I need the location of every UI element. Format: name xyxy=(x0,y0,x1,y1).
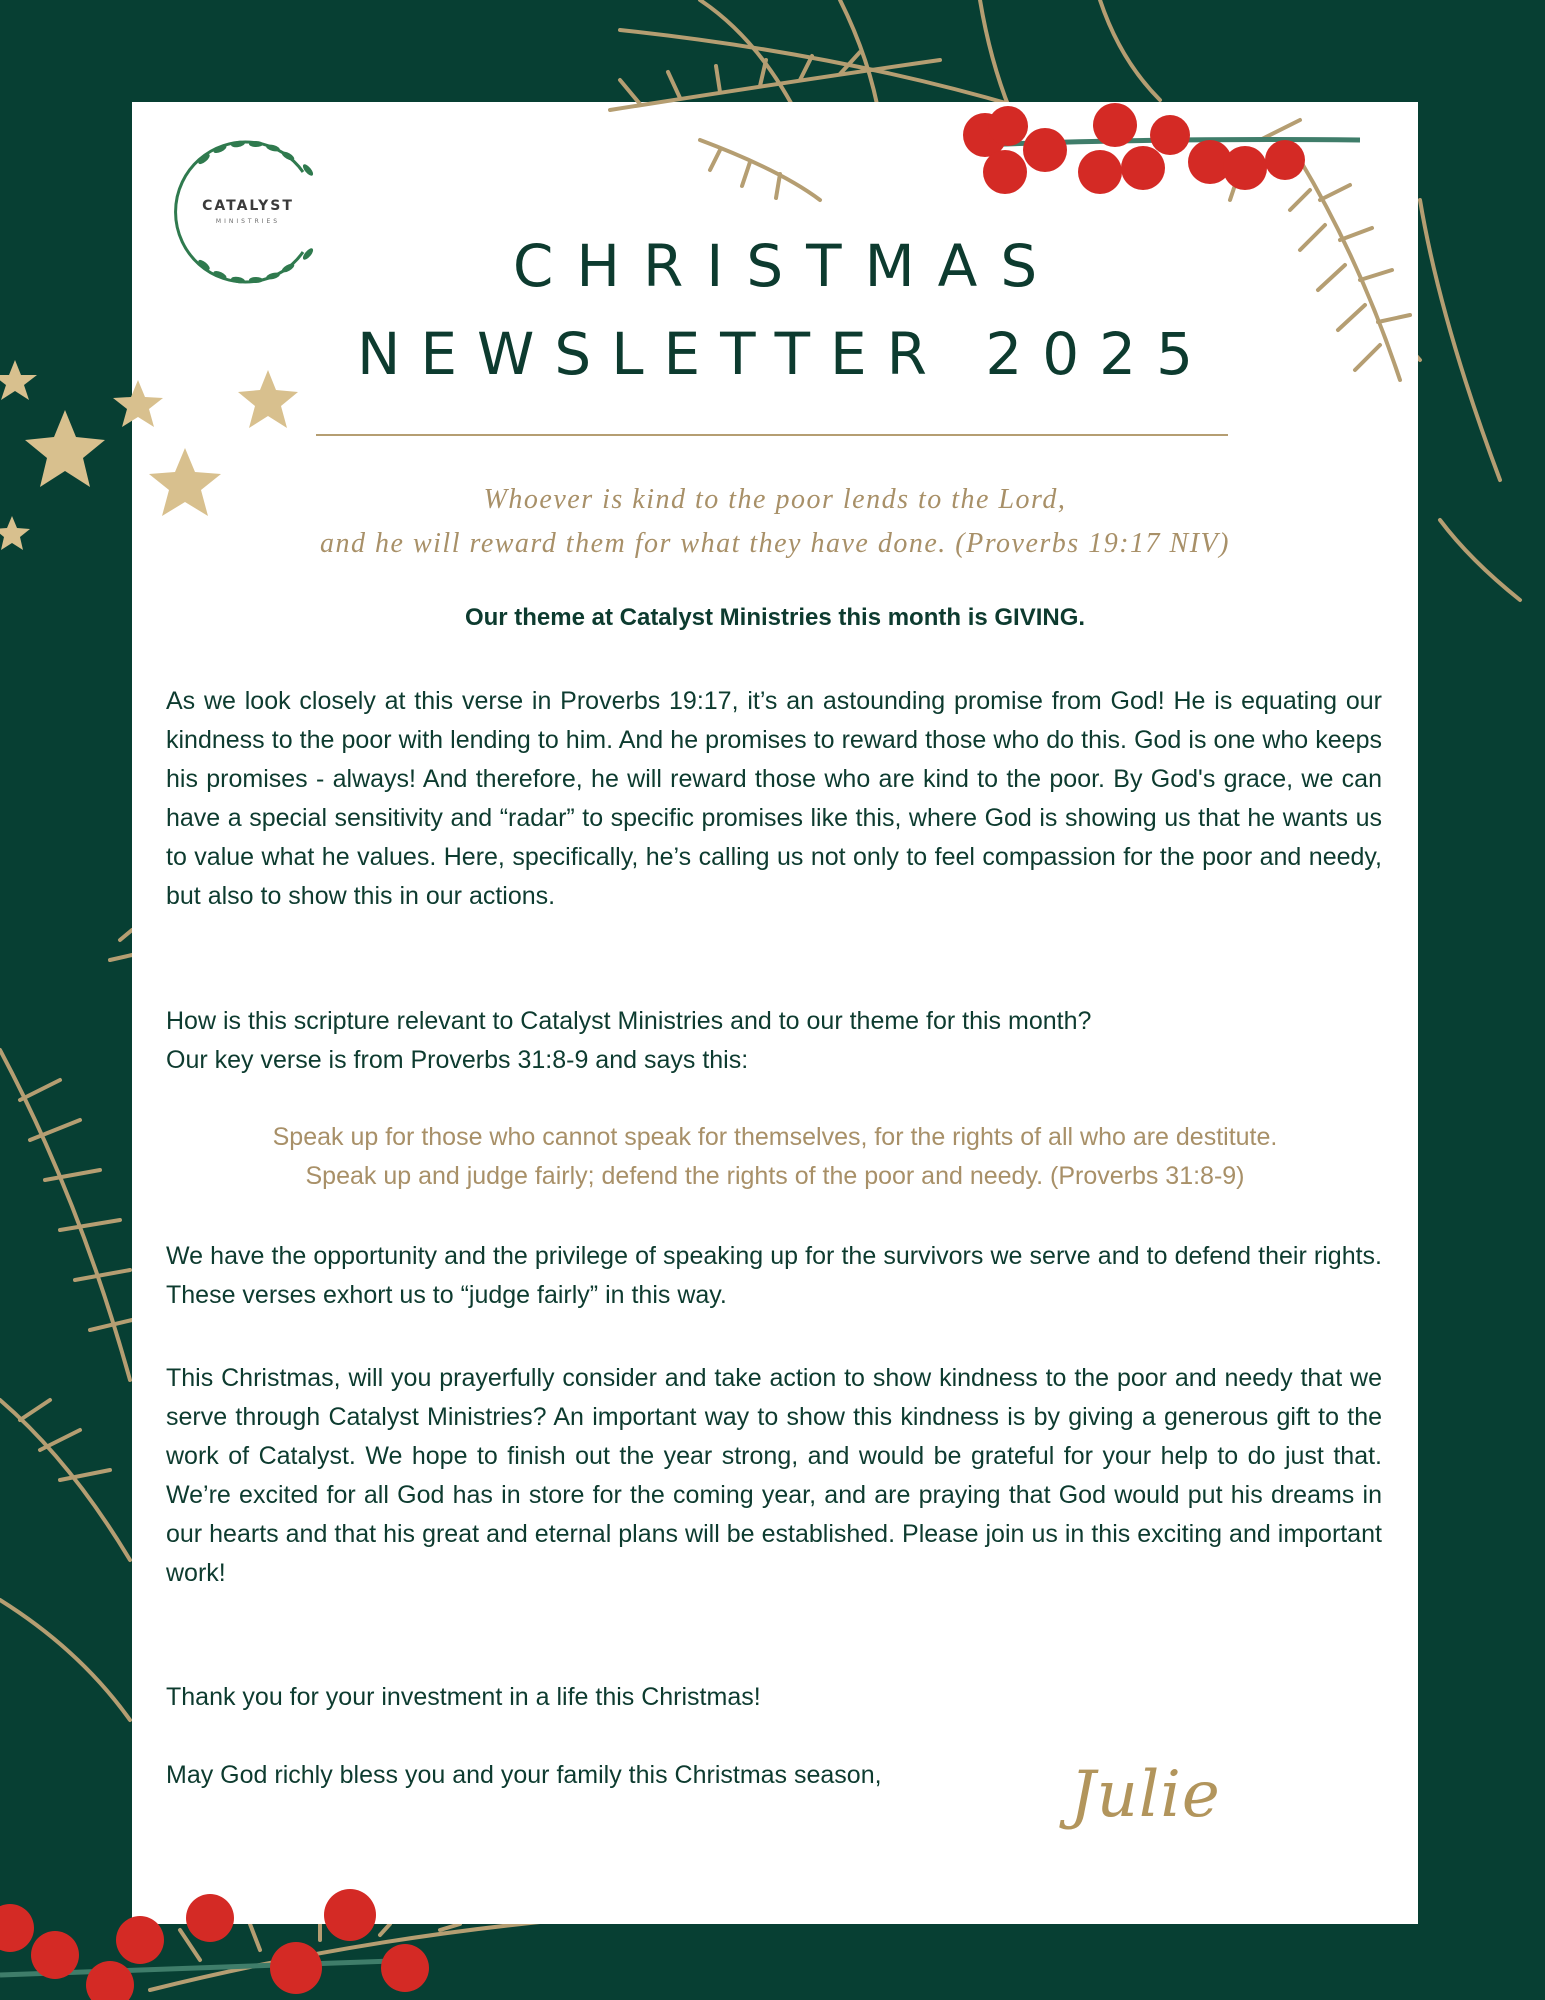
logo-subtitle: MINISTRIES xyxy=(215,218,281,225)
paragraph-3: We have the opportunity and the privilege of speaking up for the survivors we serve and to defend their rights. These verses exhort us to “judge fairly” in this way. xyxy=(166,1242,1382,1309)
paragraph-1: As we look closely at this verse in Proverbs 19:17, it’s an astounding promise from God! He is equating our kindness to the poor with lending to him. And he promises to reward those who do this. God is one who keeps his promises - always! And therefore, he will reward those who are kind to the poor. By God's grace, we can have a special sensitivity and “radar” to specific promises like this, where God is showing us that he wants us to value what he values. Here, specifically, he’s calling us not only to feel compassion for the poor and needy, but also to show this in our actions. xyxy=(166,687,1382,910)
paragraph-4: This Christmas, will you prayerfully consider and take action to show kindness to the poor and needy that we serve through Catalyst Ministries? An important way to show this kindness is by giving a generous gift to the work of Catalyst. We hope to finish out the year strong, and would be grateful for your help to do just that. We’re excited for all God has in store for the coming year, and are praying that God would put his dreams in our hearts and that his great and eternal plans will be established. Please join us in this exciting and important work! xyxy=(166,1364,1382,1587)
paragraph-6: May God richly bless you and your family this Christmas season, xyxy=(166,1761,882,1789)
logo-name: CATALYST xyxy=(202,198,294,214)
title-divider xyxy=(316,434,1228,436)
star-icon xyxy=(0,360,37,400)
theme-statement: Our theme at Catalyst Ministries this month is GIVING. xyxy=(464,604,1086,631)
paragraph-2-line-2: Our key verse is from Proverbs 31:8-9 and says this: xyxy=(166,1046,749,1074)
pine-branch-icon xyxy=(150,1920,560,1990)
star-icon xyxy=(0,516,30,550)
berry-icon xyxy=(31,1931,79,1979)
key-verse xyxy=(132,1118,1418,1196)
berry-icon xyxy=(270,1942,322,1994)
berry-icon xyxy=(86,1961,134,2000)
paragraph-5: Thank you for your investment in a life this Christmas! xyxy=(166,1683,761,1711)
paragraph-2-line-1: How is this scripture relevant to Catalyst Ministries and to our theme for this month? xyxy=(166,1007,1092,1035)
paragraph-2 xyxy=(166,1002,1382,1080)
berry-icon xyxy=(0,1904,34,1952)
signature: Julie xyxy=(1070,1758,1221,1832)
key-verse-line-1: Speak up for those who cannot speak for themselves, for the rights of all who are destitute. xyxy=(272,1123,1278,1151)
opening-verse-line-1: Whoever is kind to the poor lends to the Lord, xyxy=(483,484,1067,515)
pine-branch-icon xyxy=(0,930,132,1720)
title-line-2: NEWSLETTER 2025 xyxy=(357,320,1213,388)
opening-verse xyxy=(132,478,1418,566)
key-verse-line-2: Speak up and judge fairly; defend the rights of the poor and needy. (Proverbs 31:8-9) xyxy=(305,1162,1245,1190)
star-icon xyxy=(25,410,105,487)
title-line-1: CHRISTMAS xyxy=(512,232,1061,300)
opening-verse-line-2: and he will reward them for what they have done. (Proverbs 19:17 NIV) xyxy=(320,528,1230,559)
berry-icon xyxy=(381,1944,429,1992)
